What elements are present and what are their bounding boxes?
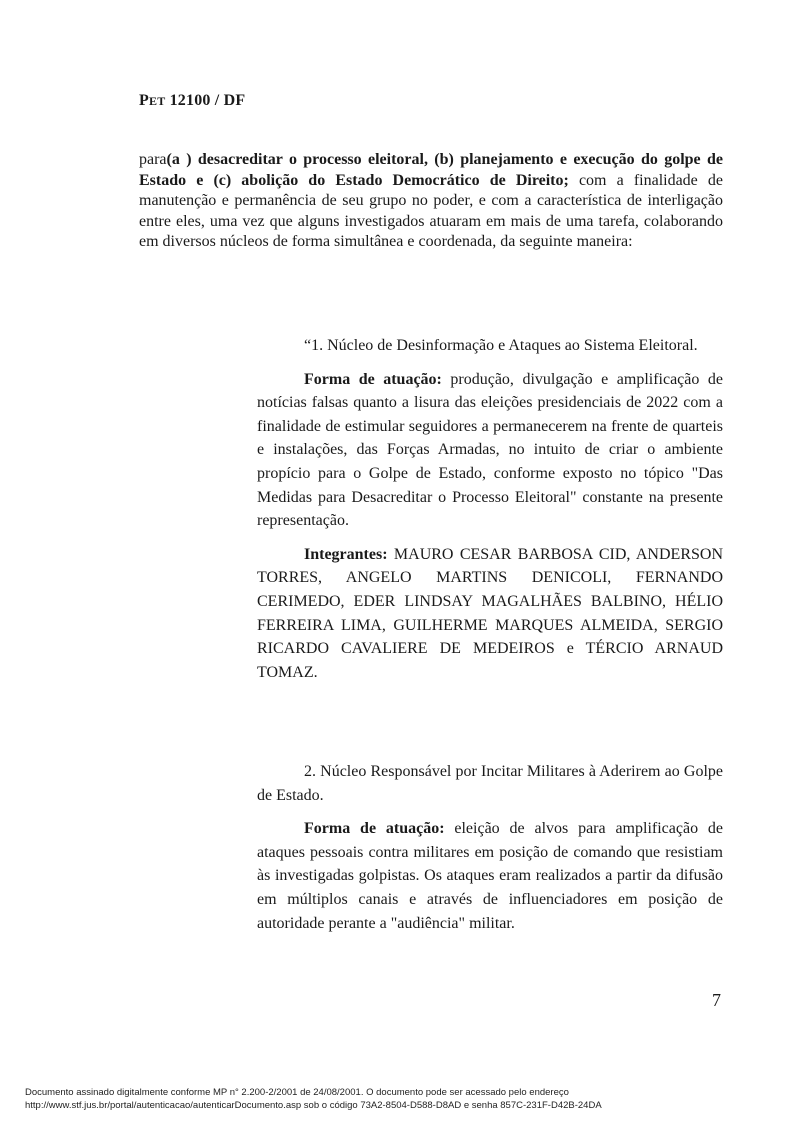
nucleus-2-forma-label: Forma de atuação: [304,820,445,838]
case-header-initial: P [139,92,149,109]
nucleus-2-block [257,760,723,945]
intro-tail: com a finalidade de manutenção e permanência de seu grupo no poder, e com a característica de interligação entre eles, uma vez que alguns investigados atuaram em mais de uma tarefa, colaborando em diversos núcleos de forma simultânea e coordenada, da seguinte maneira: [139,171,723,250]
case-header-smallcaps: ET [148,94,166,108]
nucleus-1-title: “1. Núcleo de Desinformação e Ataques ao Sistema Eleitoral. [304,337,698,354]
case-header [139,92,245,110]
nucleus-1-integrantes-label: Integrantes: [304,545,388,563]
case-header-number: 12100 / DF [165,92,246,109]
nucleus-1-forma-label: Forma de atuação: [304,370,442,388]
nucleus-2-forma [257,817,723,935]
intro-lead: para [139,151,167,168]
nucleus-1-integrantes [257,543,723,685]
signature-footer [25,1087,785,1112]
page-number: 7 [712,990,721,1010]
footer-line-2: http://www.stf.jus.br/portal/autenticacao/autenticarDocumento.asp sob o código 73A2-8504-D588-D8AD e senha 857C-231F-D42B-24DA [25,1099,602,1111]
footer-line-1: Documento assinado digitalmente conforme MP n° 2.200-2/2001 de 24/08/2001. O documento pode ser acessado pelo endereço [25,1087,569,1098]
nucleus-2-title: 2. Núcleo Responsável por Incitar Militares à Aderirem ao Golpe de Estado. [257,763,723,804]
nucleus-1-forma [257,368,723,533]
nucleus-1-forma-text: produção, divulgação e amplificação de notícias falsas quanto a lisura das eleições presidenciais de 2022 com a finalidade de estimular seguidores a permanecerem na frente de quarteis e instalações, das Forças Armadas, no intuito de criar o ambiente propício para o Golpe de Estado, conforme exposto no tópico "Das Medidas para Desacreditar o Processo Eleitoral" constante na presente representação. [257,370,724,530]
nucleus-2-forma-text: eleição de alvos para amplificação de ataques pessoais contra militares em posição de comando que resistiam às investigadas golpistas. Os ataques eram realizados a partir da difusão em múltiplos canais e através de influenciadores em posição de autoridade perante a "audiência" militar. [257,820,724,932]
intro-paragraph [139,150,723,253]
nucleus-1-integrantes-text: MAURO CESAR BARBOSA CID, ANDERSON TORRES, ANGELO MARTINS DENICOLI, FERNANDO CERIMEDO, EDER LINDSAY MAGALHÃES BALBINO, HÉLIO FERREIRA LIMA, GUILHERME MARQUES ALMEIDA, SERGIO RICARDO CAVALIERE DE MEDEIROS e TÉRCIO ARNAUD TOMAZ. [257,545,723,681]
intro-bold: (a ) desacreditar o processo eleitoral, (b) planejamento e execução do golpe de Estado e (c) abolição do Estado Democrático de Direito; [139,151,723,189]
nucleus-1-block [257,334,723,694]
